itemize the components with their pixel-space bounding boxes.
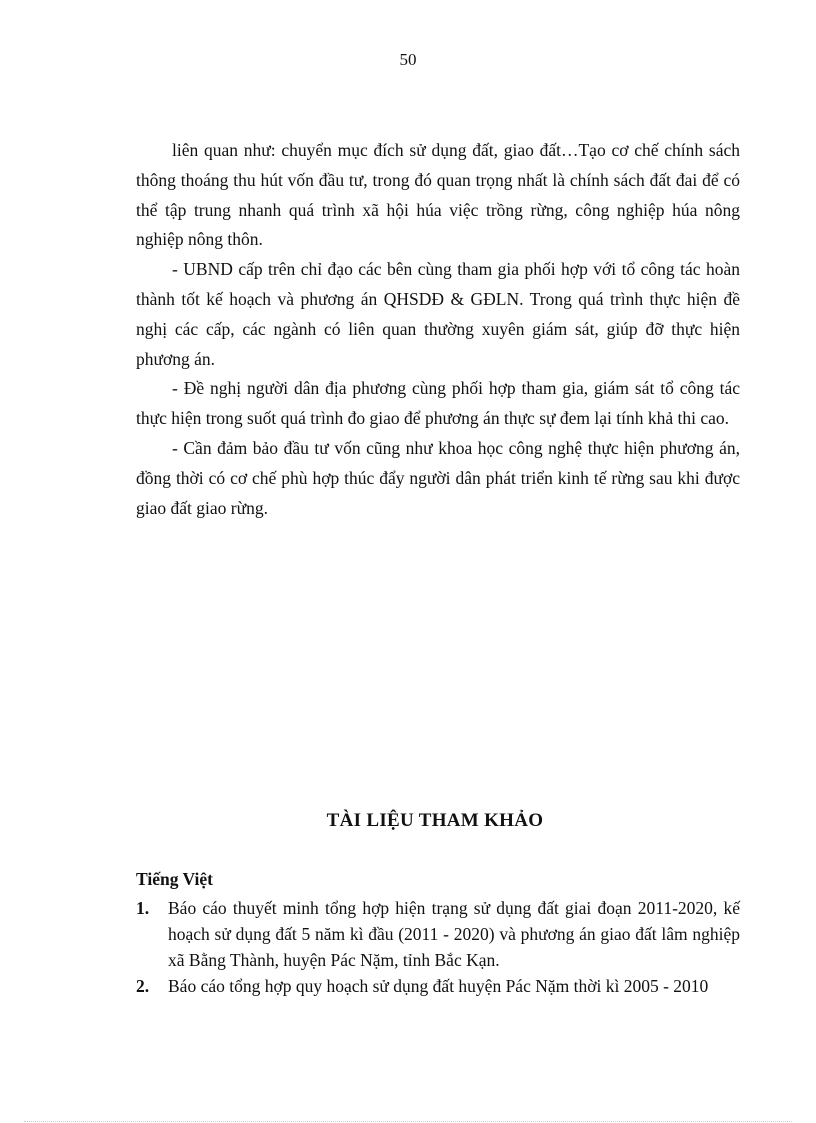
reference-number: 1.	[136, 898, 150, 918]
reference-number: 2.	[136, 976, 150, 996]
reference-item	[136, 973, 740, 999]
page-bottom-divider	[24, 1121, 792, 1122]
reference-text: Báo cáo thuyết minh tổng hợp hiện trạng sử dụng đất giai đoạn 2011-2020, kế hoạch sử dụng đất 5 năm kì đầu (2011 - 2020) và phương án giao đất lâm nghiệp xã Bằng Thành, huyện Pác Nặm, tỉnh Bắc Kạn.	[168, 898, 740, 970]
page-number: 50	[399, 50, 417, 69]
paragraph-local-people: - Đề nghị người dân địa phương cùng phối hợp tham gia, giám sát tổ công tác thực hiện trong suốt quá trình đo giao để phương án thực sự đem lại tính khả thi cao.	[136, 378, 740, 429]
body-text	[136, 136, 740, 523]
paragraph-investment: - Cần đảm bảo đầu tư vốn cũng như khoa học công nghệ thực hiện phương án, đồng thời có cơ chế phù hợp thúc đẩy người dân phát triển kinh tế rừng sau khi được giao đất giao rừng.	[136, 437, 740, 518]
references-subtitle: Tiếng Việt	[136, 869, 213, 889]
references-title: TÀI LIỆU THAM KHẢO	[326, 810, 544, 831]
references-list	[136, 895, 740, 999]
paragraph-land-policy: liên quan như: chuyển mục đích sử dụng đất, giao đất…Tạo cơ chế chính sách thông thoáng thu hút vốn đầu tư, trong đó quan trọng nhất là chính sách đất đai để có thể tập trung nhanh quá trình xã hội húa việc trồng rừng, công nghiệp húa nông nghiệp nông thôn.	[136, 140, 740, 250]
reference-text: Báo cáo tổng hợp quy hoạch sử dụng đất huyện Pác Nặm thời kì 2005 - 2010	[168, 976, 709, 996]
paragraph-ubnd-direction: - UBND cấp trên chỉ đạo các bên cùng tham gia phối hợp với tổ công tác hoàn thành tốt kế hoạch và phương án QHSDĐ & GĐLN. Trong quá trình thực hiện đề nghị các cấp, các ngành có liên quan thường xuyên giám sát, giúp đỡ thực hiện phương án.	[136, 259, 740, 369]
reference-item	[136, 895, 740, 973]
